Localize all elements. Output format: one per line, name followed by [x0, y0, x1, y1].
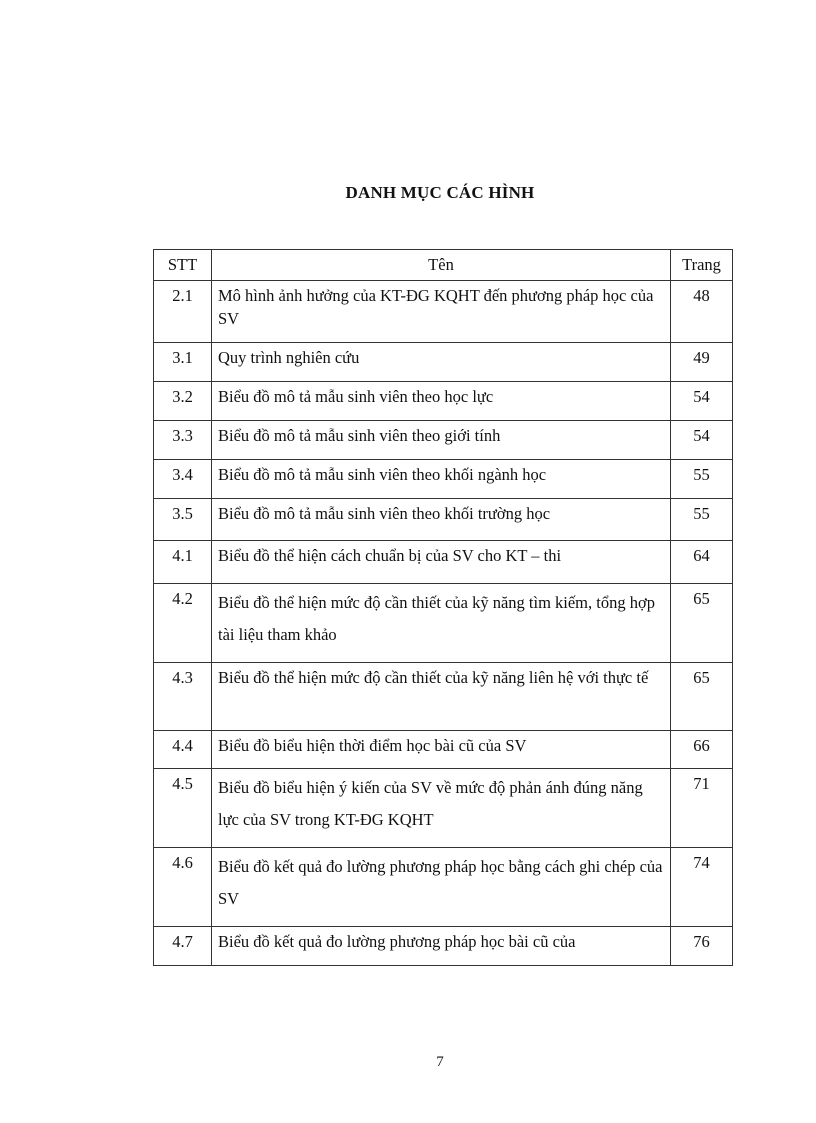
- header-name: Tên: [212, 250, 671, 281]
- row-page: 74: [671, 848, 733, 927]
- row-name-text: Biểu đồ biểu hiện ý kiến của SV về mức độ phản ánh đúng năng lực của SV trong KT-ĐG KQHT: [218, 778, 643, 829]
- table-row: [154, 421, 733, 460]
- table-row: [154, 927, 733, 966]
- row-stt: 3.1: [154, 343, 212, 382]
- row-name: Mô hình ảnh hưởng của KT-ĐG KQHT đến phương pháp học của SV: [212, 281, 671, 343]
- row-page: 71: [671, 769, 733, 848]
- table-row: [154, 663, 733, 731]
- row-stt: 4.6: [154, 848, 212, 927]
- page-title: DANH MỤC CÁC HÌNH: [345, 183, 535, 202]
- row-stt: 3.4: [154, 460, 212, 499]
- row-stt: 4.5: [154, 769, 212, 848]
- row-name: [212, 848, 671, 927]
- table-row: [154, 499, 733, 541]
- row-page: 66: [671, 731, 733, 769]
- row-stt: 3.2: [154, 382, 212, 421]
- row-name: Biểu đồ mô tả mẫu sinh viên theo khối trường học: [212, 499, 671, 541]
- row-page: 76: [671, 927, 733, 966]
- header-stt: STT: [154, 250, 212, 281]
- table-row: [154, 584, 733, 663]
- row-page: 49: [671, 343, 733, 382]
- row-page: 54: [671, 421, 733, 460]
- table-row: [154, 460, 733, 499]
- row-page: 48: [671, 281, 733, 343]
- row-page: 65: [671, 663, 733, 731]
- table-row: [154, 541, 733, 584]
- row-name: [212, 769, 671, 848]
- row-name: Biểu đồ thể hiện mức độ cần thiết của kỹ năng liên hệ với thực tế: [212, 663, 671, 731]
- row-stt: 3.5: [154, 499, 212, 541]
- row-name: [212, 584, 671, 663]
- row-page: 64: [671, 541, 733, 584]
- table-row: [154, 382, 733, 421]
- row-page: 65: [671, 584, 733, 663]
- table-row: [154, 343, 733, 382]
- header-page: Trang: [671, 250, 733, 281]
- row-stt: 4.7: [154, 927, 212, 966]
- row-page: 55: [671, 499, 733, 541]
- row-name: Biểu đồ kết quả đo lường phương pháp học bài cũ của: [212, 927, 671, 966]
- row-name: Biểu đồ biểu hiện thời điểm học bài cũ của SV: [212, 731, 671, 769]
- table-row: [154, 769, 733, 848]
- row-page: 54: [671, 382, 733, 421]
- table-row: [154, 731, 733, 769]
- row-page: 55: [671, 460, 733, 499]
- table-row: [154, 281, 733, 343]
- table-row: [154, 848, 733, 927]
- figure-list-table: [153, 249, 733, 966]
- row-name-text: Biểu đồ thể hiện mức độ cần thiết của kỹ năng tìm kiếm, tổng hợp tài liệu tham khảo: [218, 593, 655, 644]
- row-stt: 3.3: [154, 421, 212, 460]
- page-number: 7: [436, 1054, 444, 1070]
- row-name: Quy trình nghiên cứu: [212, 343, 671, 382]
- row-name: Biểu đồ thể hiện cách chuẩn bị của SV cho KT – thi: [212, 541, 671, 584]
- row-name: Biểu đồ mô tả mẫu sinh viên theo học lực: [212, 382, 671, 421]
- row-stt: 4.4: [154, 731, 212, 769]
- row-name-text: Biểu đồ kết quả đo lường phương pháp học bằng cách ghi chép của SV: [218, 857, 663, 908]
- row-stt: 4.1: [154, 541, 212, 584]
- row-name: Biểu đồ mô tả mẫu sinh viên theo khối ngành học: [212, 460, 671, 499]
- table-header-row: [154, 250, 733, 281]
- row-name: Biểu đồ mô tả mẫu sinh viên theo giới tính: [212, 421, 671, 460]
- row-stt: 4.3: [154, 663, 212, 731]
- row-stt: 4.2: [154, 584, 212, 663]
- row-stt: 2.1: [154, 281, 212, 343]
